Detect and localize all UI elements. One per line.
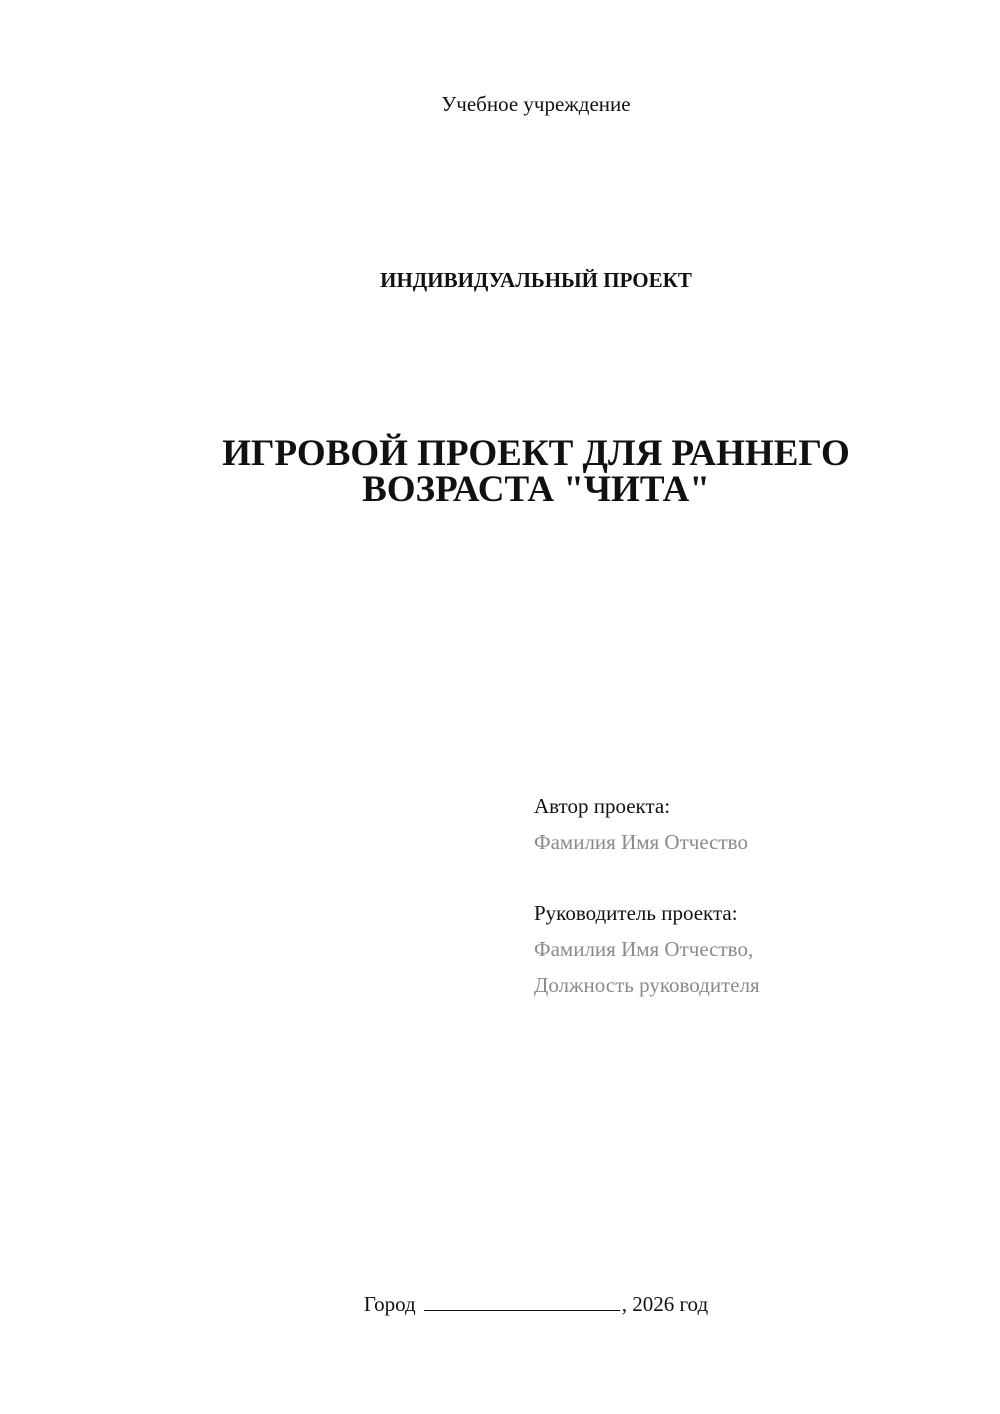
supervisor-name: Фамилия Имя Отчество, bbox=[534, 937, 754, 961]
city-year-line bbox=[0, 1290, 1000, 1317]
supervisor-position: Должность руководителя bbox=[534, 973, 760, 997]
project-title-line-1: ИГРОВОЙ ПРОЕКТ ДЛЯ РАННЕГО bbox=[222, 433, 850, 474]
institution-name: Учебное учреждение bbox=[441, 92, 631, 116]
city-blank-line bbox=[424, 1290, 620, 1311]
project-title-line-2: ВОЗРАСТА "ЧИТА" bbox=[362, 469, 710, 510]
year-text: , 2026 год bbox=[621, 1292, 709, 1316]
project-title bbox=[0, 433, 1000, 510]
credits-spacer bbox=[534, 860, 974, 895]
author-label: Автор проекта: bbox=[534, 794, 671, 818]
project-credits bbox=[534, 788, 974, 1003]
supervisor-label: Руководитель проекта: bbox=[534, 901, 738, 925]
author-name: Фамилия Имя Отчество bbox=[534, 830, 748, 854]
document-type: ИНДИВИДУАЛЬНЫЙ ПРОЕКТ bbox=[380, 268, 692, 292]
city-label: Город bbox=[363, 1292, 416, 1316]
